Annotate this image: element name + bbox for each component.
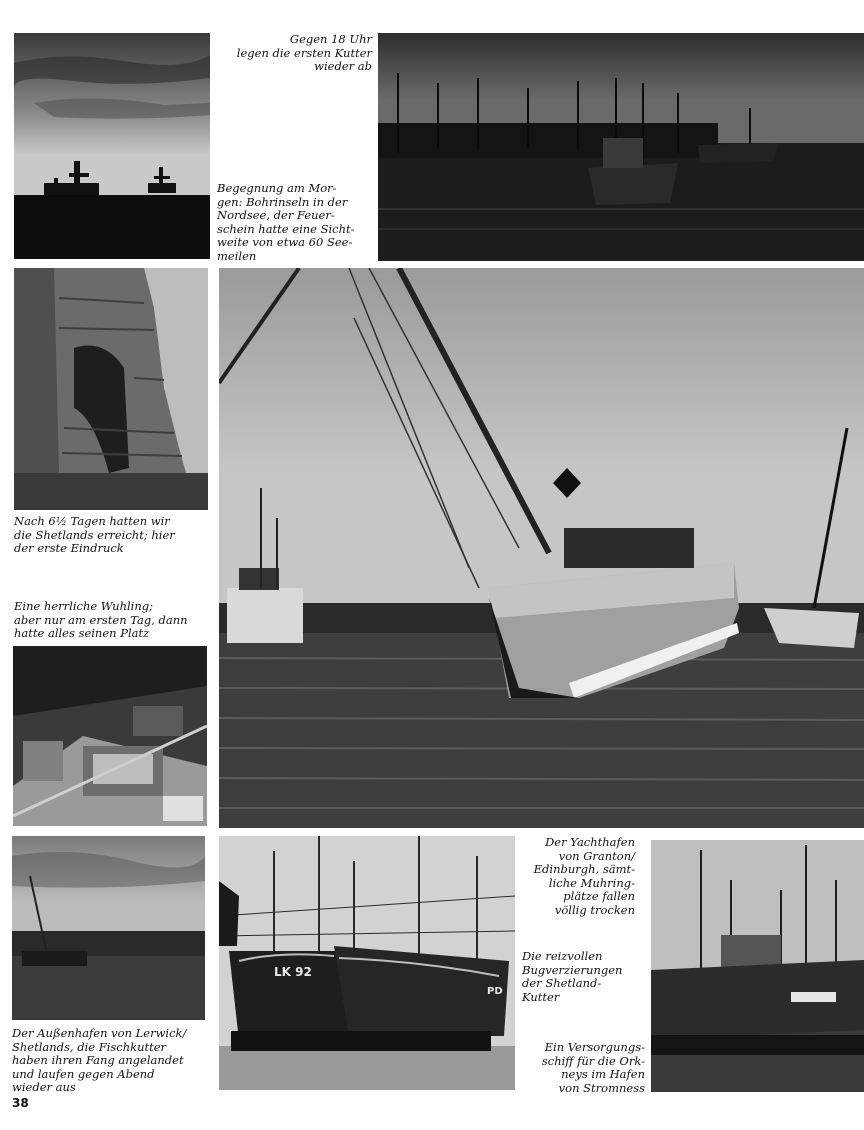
- caption-line: schiff für die Ork-: [541, 1053, 645, 1068]
- caption-line: Begegnung am Mor-: [217, 181, 337, 195]
- caption-line: der erste Eindruck: [14, 541, 124, 555]
- caption-line: Gegen 18 Uhr: [289, 32, 372, 46]
- caption-line: völlig trocken: [554, 902, 635, 917]
- caption-bohrinseln: [217, 182, 377, 263]
- caption-line: liche Muhring-: [548, 875, 635, 890]
- caption-line: neys im Hafen: [561, 1067, 645, 1081]
- caption-line: schein hatte eine Sicht-: [217, 221, 355, 236]
- caption-line: aber nur am ersten Tag, dann: [14, 612, 188, 627]
- photo-lerwick-harbour: [12, 836, 205, 1020]
- page-number: 38: [12, 1096, 29, 1110]
- caption-line: wieder aus: [12, 1080, 76, 1094]
- caption-line: weite von etwa 60 See-: [217, 235, 353, 249]
- caption-line: Der Außenhafen von Lerwick/: [12, 1026, 187, 1040]
- caption-line: Der Yachthafen: [545, 835, 635, 849]
- caption-line: Nordsee, der Feuer-: [217, 208, 335, 222]
- caption-line: legen die ersten Kutter: [236, 45, 372, 60]
- bow-marking: PD: [487, 986, 503, 997]
- caption-line: von Stromness: [558, 1080, 645, 1095]
- caption-line: Eine herrliche Wuhling;: [14, 599, 153, 613]
- caption-line: haben ihren Fang angelandet: [12, 1053, 184, 1067]
- caption-line: Nach 6½ Tagen hatten wir: [14, 514, 170, 528]
- photo-oil-rigs: [14, 33, 210, 259]
- caption-line: Ein Versorgungs-: [544, 1040, 645, 1054]
- hull-marking: LK 92: [274, 965, 312, 979]
- photo-shetland-cliffs: [14, 268, 208, 510]
- caption-wuhling: [14, 600, 218, 641]
- photo-harbour-cutters: [378, 33, 864, 261]
- caption-line: Edinburgh, sämt-: [533, 862, 635, 876]
- photo-yacht-granton: [219, 268, 864, 828]
- caption-shetlands: [14, 515, 214, 556]
- caption-line: hatte alles seinen Platz: [14, 626, 150, 640]
- caption-line: von Granton/: [558, 848, 635, 863]
- caption-line: plätze fallen: [563, 889, 635, 903]
- photo-bow-decorations: [219, 836, 515, 1090]
- caption-kutter-evening: [212, 33, 372, 74]
- caption-line: und laufen gegen Abend: [12, 1066, 155, 1081]
- caption-line: die Shetlands erreicht; hier: [14, 527, 175, 542]
- caption-line: Die reizvollen: [522, 949, 603, 963]
- photo-messy-deck: [13, 646, 207, 826]
- caption-line: wieder ab: [314, 59, 372, 73]
- caption-line: gen: Bohrinseln in der: [217, 194, 348, 209]
- caption-line: Kutter: [522, 989, 560, 1004]
- caption-bugverzierungen: [522, 950, 647, 1004]
- caption-line: der Shetland-: [522, 976, 602, 990]
- caption-line: meilen: [217, 248, 257, 263]
- caption-lerwick: [12, 1027, 217, 1095]
- caption-granton: [516, 836, 635, 917]
- caption-line: Shetlands, die Fischkutter: [12, 1039, 167, 1054]
- caption-line: Bugverzierungen: [522, 962, 623, 977]
- photo-supply-ship-stromness: [651, 840, 864, 1092]
- caption-stromness: [520, 1041, 645, 1095]
